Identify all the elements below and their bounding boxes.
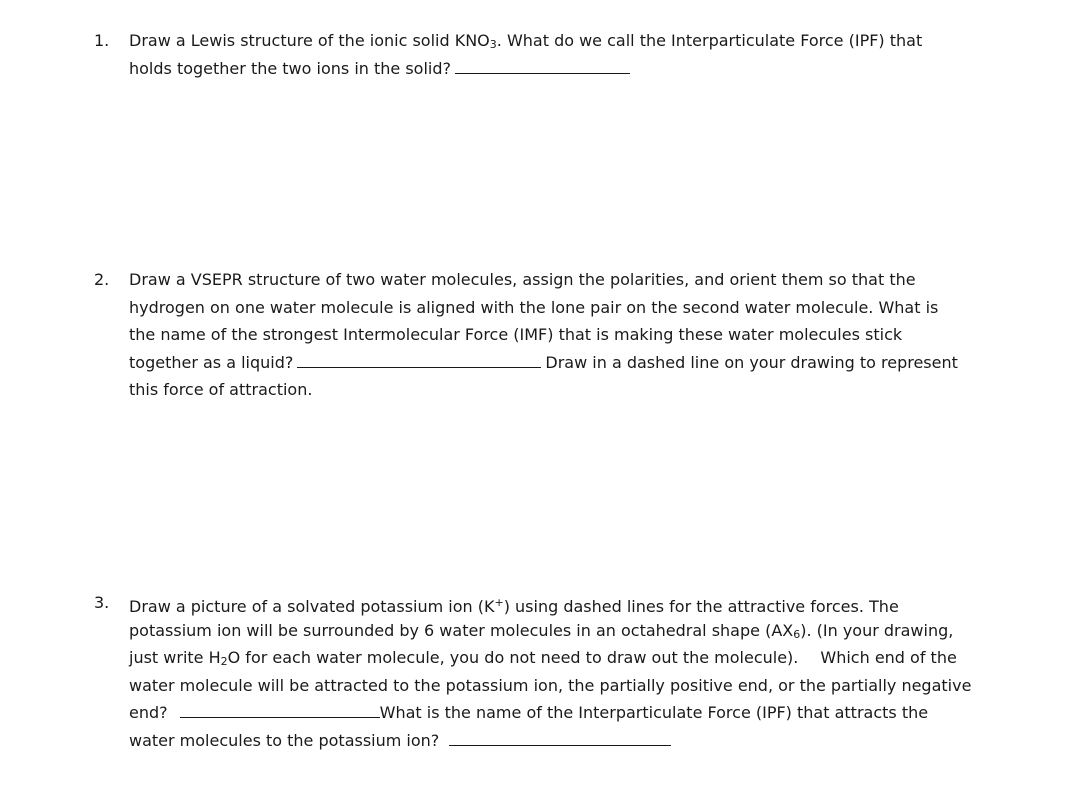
superscript: +: [494, 596, 504, 609]
answer-blank[interactable]: [449, 730, 671, 746]
text-segment: water molecules to the potassium ion?: [129, 730, 440, 750]
text-segment: Draw a Lewis structure of the ionic solid KNO: [129, 31, 490, 50]
text-line: [129, 55, 1034, 83]
text-segment: holds together the two ions in the solid?: [129, 58, 451, 78]
text-segment: Draw in a dashed line on your drawing to represent: [545, 352, 958, 372]
text-segment: ) using dashed lines for the attractive forces. The: [503, 597, 899, 616]
question-text: [129, 266, 1034, 404]
text-line: [129, 376, 1034, 404]
text-line: [129, 589, 1034, 617]
text-line: [129, 727, 1034, 755]
text-segment: the name of the strongest Intermolecular Force (IMF) that is making these water molecules stick: [129, 325, 903, 344]
text-line: [129, 672, 1034, 700]
text-line: [129, 617, 1034, 645]
question-number: 2.: [94, 270, 110, 289]
text-line: [129, 321, 1034, 349]
subscript: 6: [793, 627, 801, 641]
text-segment: Draw a VSEPR structure of two water molecules, assign the polarities, and orient them so that the: [129, 270, 916, 289]
text-segment: hydrogen on one water molecule is aligned with the lone pair on the second water molecule. What is: [129, 297, 939, 317]
text-segment: O for each water molecule, you do not need to draw out the molecule).: [227, 648, 799, 667]
text-segment: water molecule will be attracted to the potassium ion, the partially positive end, or the partially negative: [129, 675, 972, 695]
question-number: 3.: [94, 593, 110, 612]
answer-blank[interactable]: [297, 352, 541, 368]
text-segment: ). (In your drawing,: [800, 620, 954, 640]
text-segment: just write H: [129, 648, 221, 667]
text-line: [129, 266, 1034, 294]
text-segment: What is the name of the Interparticulate Force (IPF) that attracts the: [379, 703, 929, 722]
text-line: [129, 294, 1034, 322]
text-segment: together as a liquid?: [129, 352, 294, 372]
subscript: 2: [220, 655, 228, 668]
text-line: [129, 699, 1034, 727]
text-segment: Which end of the: [820, 648, 957, 667]
text-segment: Draw a picture of a solvated potassium ion (K: [129, 597, 495, 616]
text-line: [129, 27, 1034, 55]
text-segment: . What do we call the Interparticulate Force (IPF) that: [496, 31, 923, 50]
text-segment: potassium ion will be surrounded by 6 water molecules in an octahedral shape (AX: [129, 620, 794, 640]
answer-blank[interactable]: [180, 702, 380, 718]
question-text: [129, 27, 1034, 82]
text-line: [129, 349, 1034, 377]
question-text: [129, 589, 1034, 754]
text-segment: this force of attraction.: [129, 380, 313, 399]
text-line: [129, 644, 1034, 672]
answer-blank[interactable]: [455, 58, 630, 74]
subscript: 3: [489, 38, 497, 51]
question-number: 1.: [94, 31, 110, 50]
text-segment: end?: [129, 703, 168, 722]
